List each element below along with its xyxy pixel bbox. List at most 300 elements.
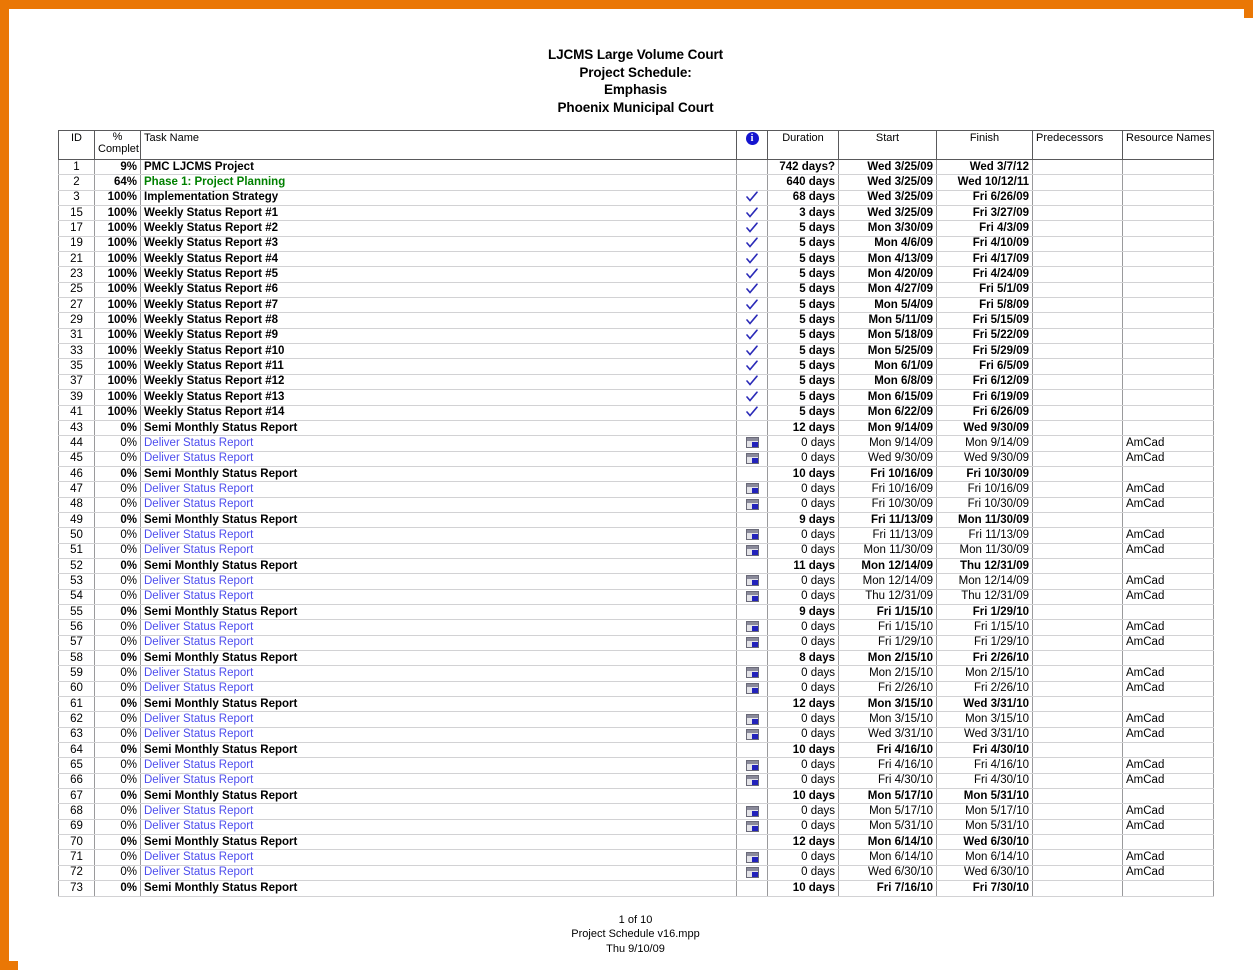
note-icon[interactable] bbox=[746, 545, 759, 556]
cell-task-name: Semi Monthly Status Report bbox=[141, 558, 737, 573]
cell-start-date: Fri 11/13/09 bbox=[839, 528, 937, 543]
column-header-duration[interactable]: Duration bbox=[768, 131, 839, 160]
cell-indicator-note bbox=[737, 482, 768, 497]
table-row[interactable] bbox=[59, 482, 1214, 497]
note-icon[interactable] bbox=[746, 499, 759, 510]
cell-indicator-complete bbox=[737, 328, 768, 343]
table-row[interactable] bbox=[59, 773, 1214, 788]
column-header-start[interactable]: Start bbox=[839, 131, 937, 160]
cell-start-date: Fri 11/13/09 bbox=[839, 512, 937, 527]
cell-percent-complete: 0% bbox=[95, 804, 141, 819]
note-icon[interactable] bbox=[746, 683, 759, 694]
cell-task-name: Deliver Status Report bbox=[141, 819, 737, 834]
cell-indicator-empty bbox=[737, 512, 768, 527]
cell-percent-complete: 100% bbox=[95, 313, 141, 328]
cell-duration: 0 days bbox=[768, 850, 839, 865]
cell-finish-date: Mon 5/17/10 bbox=[937, 804, 1033, 819]
cell-duration: 742 days? bbox=[768, 160, 839, 175]
cell-predecessors bbox=[1033, 344, 1123, 359]
cell-predecessors bbox=[1033, 420, 1123, 435]
report-title-block bbox=[18, 18, 1253, 116]
note-icon[interactable] bbox=[746, 667, 759, 678]
column-header-task-name[interactable]: Task Name bbox=[141, 131, 737, 160]
cell-indicator-note bbox=[737, 850, 768, 865]
cell-id: 27 bbox=[59, 298, 95, 313]
cell-duration: 5 days bbox=[768, 267, 839, 282]
cell-id: 31 bbox=[59, 328, 95, 343]
cell-duration: 640 days bbox=[768, 175, 839, 190]
cell-duration: 0 days bbox=[768, 681, 839, 696]
cell-id: 17 bbox=[59, 221, 95, 236]
cell-indicator-note bbox=[737, 804, 768, 819]
table-row[interactable] bbox=[59, 804, 1214, 819]
table-row[interactable] bbox=[59, 160, 1214, 175]
note-icon[interactable] bbox=[746, 453, 759, 464]
table-row[interactable] bbox=[59, 420, 1214, 435]
cell-duration: 10 days bbox=[768, 789, 839, 804]
table-row[interactable] bbox=[59, 697, 1214, 712]
cell-id: 72 bbox=[59, 865, 95, 880]
cell-indicator-note bbox=[737, 727, 768, 742]
cell-predecessors bbox=[1033, 727, 1123, 742]
cell-indicator-note bbox=[737, 436, 768, 451]
note-icon[interactable] bbox=[746, 714, 759, 725]
cell-finish-date: Fri 10/30/09 bbox=[937, 497, 1033, 512]
note-icon[interactable] bbox=[746, 867, 759, 878]
cell-finish-date: Mon 5/31/10 bbox=[937, 789, 1033, 804]
note-icon[interactable] bbox=[746, 437, 759, 448]
cell-indicator-complete bbox=[737, 282, 768, 297]
table-row[interactable] bbox=[59, 865, 1214, 880]
project-schedule-table bbox=[58, 130, 1214, 897]
note-icon[interactable] bbox=[746, 637, 759, 648]
cell-task-name: Deliver Status Report bbox=[141, 850, 737, 865]
cell-predecessors bbox=[1033, 497, 1123, 512]
cell-duration: 5 days bbox=[768, 405, 839, 420]
cell-predecessors bbox=[1033, 190, 1123, 205]
table-row[interactable] bbox=[59, 589, 1214, 604]
column-header-id[interactable]: ID bbox=[59, 131, 95, 160]
cell-duration: 8 days bbox=[768, 651, 839, 666]
table-row[interactable] bbox=[59, 236, 1214, 251]
footer-file-name: Project Schedule v16.mpp bbox=[571, 928, 700, 940]
cell-resource-names bbox=[1123, 175, 1214, 190]
cell-id: 58 bbox=[59, 651, 95, 666]
cell-id: 55 bbox=[59, 604, 95, 619]
cell-start-date: Mon 5/17/10 bbox=[839, 804, 937, 819]
cell-finish-date: Fri 4/16/10 bbox=[937, 758, 1033, 773]
cell-predecessors bbox=[1033, 390, 1123, 405]
cell-duration: 10 days bbox=[768, 466, 839, 481]
table-row[interactable] bbox=[59, 850, 1214, 865]
cell-indicator-note bbox=[737, 528, 768, 543]
cell-percent-complete: 100% bbox=[95, 190, 141, 205]
checkmark-icon bbox=[746, 345, 758, 357]
cell-resource-names bbox=[1123, 512, 1214, 527]
cell-predecessors bbox=[1033, 206, 1123, 221]
cell-predecessors bbox=[1033, 436, 1123, 451]
cell-indicator-note bbox=[737, 865, 768, 880]
cell-id: 68 bbox=[59, 804, 95, 819]
table-row[interactable] bbox=[59, 651, 1214, 666]
table-row[interactable] bbox=[59, 528, 1214, 543]
cell-indicator-note bbox=[737, 681, 768, 696]
cell-percent-complete: 0% bbox=[95, 789, 141, 804]
cell-percent-complete: 0% bbox=[95, 881, 141, 896]
cell-predecessors bbox=[1033, 712, 1123, 727]
cell-duration: 0 days bbox=[768, 589, 839, 604]
note-icon[interactable] bbox=[746, 806, 759, 817]
table-row[interactable] bbox=[59, 344, 1214, 359]
table-row[interactable] bbox=[59, 206, 1214, 221]
cell-finish-date: Fri 5/8/09 bbox=[937, 298, 1033, 313]
note-icon[interactable] bbox=[746, 483, 759, 494]
cell-finish-date: Fri 6/12/09 bbox=[937, 374, 1033, 389]
cell-percent-complete: 100% bbox=[95, 374, 141, 389]
cell-id: 54 bbox=[59, 589, 95, 604]
cell-duration: 0 days bbox=[768, 666, 839, 681]
cell-id: 3 bbox=[59, 190, 95, 205]
cell-percent-complete: 100% bbox=[95, 252, 141, 267]
cell-indicator-note bbox=[737, 589, 768, 604]
cell-predecessors bbox=[1033, 267, 1123, 282]
table-row[interactable] bbox=[59, 328, 1214, 343]
cell-start-date: Mon 9/14/09 bbox=[839, 436, 937, 451]
cell-task-name: Deliver Status Report bbox=[141, 482, 737, 497]
cell-start-date: Mon 5/4/09 bbox=[839, 298, 937, 313]
table-row[interactable] bbox=[59, 835, 1214, 850]
cell-id: 53 bbox=[59, 574, 95, 589]
cell-resource-names bbox=[1123, 835, 1214, 850]
table-row[interactable] bbox=[59, 604, 1214, 619]
table-row[interactable] bbox=[59, 543, 1214, 558]
cell-id: 64 bbox=[59, 743, 95, 758]
cell-start-date: Wed 3/31/10 bbox=[839, 727, 937, 742]
percent-header-line-2: Complet bbox=[98, 142, 139, 155]
cell-percent-complete: 0% bbox=[95, 635, 141, 650]
cell-indicator-complete bbox=[737, 374, 768, 389]
cell-finish-date: Fri 11/13/09 bbox=[937, 528, 1033, 543]
cell-indicator-empty bbox=[737, 466, 768, 481]
cell-id: 43 bbox=[59, 420, 95, 435]
cell-predecessors bbox=[1033, 328, 1123, 343]
cell-task-name: Phase 1: Project Planning bbox=[141, 175, 737, 190]
cell-duration: 0 days bbox=[768, 865, 839, 880]
cell-predecessors bbox=[1033, 635, 1123, 650]
cell-percent-complete: 100% bbox=[95, 206, 141, 221]
cell-resource-names bbox=[1123, 420, 1214, 435]
cell-resource-names: AmCad bbox=[1123, 620, 1214, 635]
cell-start-date: Mon 5/25/09 bbox=[839, 344, 937, 359]
cell-resource-names bbox=[1123, 221, 1214, 236]
page-content bbox=[18, 18, 1253, 970]
table-row[interactable] bbox=[59, 743, 1214, 758]
cell-indicator-note bbox=[737, 620, 768, 635]
cell-indicator-empty bbox=[737, 420, 768, 435]
cell-id: 57 bbox=[59, 635, 95, 650]
cell-indicator-empty bbox=[737, 835, 768, 850]
cell-start-date: Fri 7/16/10 bbox=[839, 881, 937, 896]
cell-resource-names bbox=[1123, 190, 1214, 205]
cell-start-date: Mon 11/30/09 bbox=[839, 543, 937, 558]
cell-percent-complete: 0% bbox=[95, 758, 141, 773]
cell-percent-complete: 0% bbox=[95, 865, 141, 880]
cell-finish-date: Wed 3/7/12 bbox=[937, 160, 1033, 175]
cell-finish-date: Mon 9/14/09 bbox=[937, 436, 1033, 451]
cell-predecessors bbox=[1033, 298, 1123, 313]
cell-resource-names bbox=[1123, 405, 1214, 420]
cell-task-name: Semi Monthly Status Report bbox=[141, 743, 737, 758]
cell-percent-complete: 0% bbox=[95, 466, 141, 481]
cell-duration: 0 days bbox=[768, 819, 839, 834]
info-icon: i bbox=[746, 132, 759, 145]
cell-task-name: Deliver Status Report bbox=[141, 620, 737, 635]
table-row[interactable] bbox=[59, 635, 1214, 650]
table-row[interactable] bbox=[59, 512, 1214, 527]
note-icon[interactable] bbox=[746, 575, 759, 586]
cell-finish-date: Fri 2/26/10 bbox=[937, 651, 1033, 666]
table-row[interactable] bbox=[59, 390, 1214, 405]
table-row[interactable] bbox=[59, 881, 1214, 896]
cell-resource-names bbox=[1123, 697, 1214, 712]
cell-indicator-complete bbox=[737, 313, 768, 328]
note-icon[interactable] bbox=[746, 621, 759, 632]
cell-duration: 0 days bbox=[768, 620, 839, 635]
note-icon[interactable] bbox=[746, 591, 759, 602]
column-header-finish[interactable]: Finish bbox=[937, 131, 1033, 160]
table-row[interactable] bbox=[59, 574, 1214, 589]
cell-id: 35 bbox=[59, 359, 95, 374]
cell-resource-names bbox=[1123, 313, 1214, 328]
column-header-predecessors[interactable]: Predecessors bbox=[1033, 131, 1123, 160]
cell-start-date: Fri 10/16/09 bbox=[839, 482, 937, 497]
cell-start-date: Mon 6/14/10 bbox=[839, 835, 937, 850]
cell-duration: 3 days bbox=[768, 206, 839, 221]
cell-percent-complete: 0% bbox=[95, 574, 141, 589]
cell-finish-date: Wed 3/31/10 bbox=[937, 697, 1033, 712]
table-row[interactable] bbox=[59, 712, 1214, 727]
table-row[interactable] bbox=[59, 374, 1214, 389]
cell-start-date: Mon 6/1/09 bbox=[839, 359, 937, 374]
table-row[interactable] bbox=[59, 190, 1214, 205]
cell-percent-complete: 0% bbox=[95, 681, 141, 696]
cell-predecessors bbox=[1033, 697, 1123, 712]
table-row[interactable] bbox=[59, 298, 1214, 313]
table-row[interactable] bbox=[59, 282, 1214, 297]
cell-duration: 68 days bbox=[768, 190, 839, 205]
cell-indicator-complete bbox=[737, 405, 768, 420]
cell-resource-names: AmCad bbox=[1123, 543, 1214, 558]
table-row[interactable] bbox=[59, 221, 1214, 236]
cell-predecessors bbox=[1033, 558, 1123, 573]
cell-task-name: Weekly Status Report #14 bbox=[141, 405, 737, 420]
footer-page-number: 1 of 10 bbox=[618, 913, 653, 926]
cell-duration: 0 days bbox=[768, 773, 839, 788]
cell-task-name: PMC LJCMS Project bbox=[141, 160, 737, 175]
cell-predecessors bbox=[1033, 236, 1123, 251]
cell-percent-complete: 100% bbox=[95, 282, 141, 297]
cell-task-name: Weekly Status Report #12 bbox=[141, 374, 737, 389]
cell-predecessors bbox=[1033, 666, 1123, 681]
cell-percent-complete: 100% bbox=[95, 221, 141, 236]
column-header-indicators[interactable] bbox=[737, 131, 768, 160]
cell-duration: 5 days bbox=[768, 374, 839, 389]
cell-start-date: Fri 1/29/10 bbox=[839, 635, 937, 650]
table-row[interactable] bbox=[59, 175, 1214, 190]
cell-id: 62 bbox=[59, 712, 95, 727]
table-row[interactable] bbox=[59, 819, 1214, 834]
cell-finish-date: Fri 10/16/09 bbox=[937, 482, 1033, 497]
cell-predecessors bbox=[1033, 804, 1123, 819]
cell-predecessors bbox=[1033, 604, 1123, 619]
table-row[interactable] bbox=[59, 359, 1214, 374]
cell-duration: 0 days bbox=[768, 712, 839, 727]
note-icon[interactable] bbox=[746, 729, 759, 740]
cell-finish-date: Mon 11/30/09 bbox=[937, 512, 1033, 527]
cell-start-date: Fri 10/30/09 bbox=[839, 497, 937, 512]
table-row[interactable] bbox=[59, 451, 1214, 466]
cell-indicator-complete bbox=[737, 390, 768, 405]
cell-predecessors bbox=[1033, 466, 1123, 481]
cell-resource-names: AmCad bbox=[1123, 589, 1214, 604]
cell-resource-names bbox=[1123, 881, 1214, 896]
cell-resource-names: AmCad bbox=[1123, 436, 1214, 451]
cell-id: 39 bbox=[59, 390, 95, 405]
cell-resource-names bbox=[1123, 558, 1214, 573]
cell-id: 15 bbox=[59, 206, 95, 221]
report-title-line-2: Project Schedule: bbox=[579, 64, 692, 80]
note-icon[interactable] bbox=[746, 529, 759, 540]
cell-predecessors bbox=[1033, 482, 1123, 497]
cell-indicator-note bbox=[737, 712, 768, 727]
table-row[interactable] bbox=[59, 620, 1214, 635]
cell-duration: 0 days bbox=[768, 804, 839, 819]
cell-indicator-empty bbox=[737, 697, 768, 712]
cell-task-name: Deliver Status Report bbox=[141, 758, 737, 773]
cell-start-date: Wed 3/25/09 bbox=[839, 160, 937, 175]
cell-percent-complete: 0% bbox=[95, 727, 141, 742]
cell-id: 19 bbox=[59, 236, 95, 251]
cell-resource-names bbox=[1123, 236, 1214, 251]
cell-indicator-empty bbox=[737, 651, 768, 666]
cell-duration: 0 days bbox=[768, 497, 839, 512]
column-header-percent-complete[interactable] bbox=[95, 131, 141, 160]
table-row[interactable] bbox=[59, 405, 1214, 420]
table-row[interactable] bbox=[59, 758, 1214, 773]
cell-finish-date: Fri 6/26/09 bbox=[937, 405, 1033, 420]
cell-resource-names bbox=[1123, 252, 1214, 267]
checkmark-icon bbox=[746, 329, 758, 341]
report-title-line-3: Emphasis bbox=[604, 82, 667, 97]
cell-duration: 9 days bbox=[768, 512, 839, 527]
cell-finish-date: Wed 3/31/10 bbox=[937, 727, 1033, 742]
cell-start-date: Mon 5/17/10 bbox=[839, 789, 937, 804]
note-icon[interactable] bbox=[746, 760, 759, 771]
cell-indicator-complete bbox=[737, 267, 768, 282]
cell-start-date: Mon 5/11/09 bbox=[839, 313, 937, 328]
cell-resource-names bbox=[1123, 359, 1214, 374]
table-row[interactable] bbox=[59, 267, 1214, 282]
cell-predecessors bbox=[1033, 313, 1123, 328]
cell-task-name: Deliver Status Report bbox=[141, 589, 737, 604]
cell-predecessors bbox=[1033, 743, 1123, 758]
cell-predecessors bbox=[1033, 405, 1123, 420]
cell-percent-complete: 0% bbox=[95, 482, 141, 497]
cell-finish-date: Fri 2/26/10 bbox=[937, 681, 1033, 696]
table-row[interactable] bbox=[59, 436, 1214, 451]
cell-id: 47 bbox=[59, 482, 95, 497]
cell-duration: 12 days bbox=[768, 835, 839, 850]
cell-predecessors bbox=[1033, 512, 1123, 527]
cell-resource-names bbox=[1123, 267, 1214, 282]
table-row[interactable] bbox=[59, 466, 1214, 481]
cell-predecessors bbox=[1033, 681, 1123, 696]
cell-finish-date: Fri 5/22/09 bbox=[937, 328, 1033, 343]
cell-start-date: Fri 1/15/10 bbox=[839, 604, 937, 619]
cell-task-name: Deliver Status Report bbox=[141, 666, 737, 681]
cell-percent-complete: 0% bbox=[95, 835, 141, 850]
cell-id: 63 bbox=[59, 727, 95, 742]
note-icon[interactable] bbox=[746, 775, 759, 786]
note-icon[interactable] bbox=[746, 821, 759, 832]
cell-percent-complete: 9% bbox=[95, 160, 141, 175]
cell-indicator-complete bbox=[737, 236, 768, 251]
table-row[interactable] bbox=[59, 681, 1214, 696]
cell-indicator-complete bbox=[737, 298, 768, 313]
table-row[interactable] bbox=[59, 727, 1214, 742]
table-row[interactable] bbox=[59, 666, 1214, 681]
cell-finish-date: Wed 10/12/11 bbox=[937, 175, 1033, 190]
table-row[interactable] bbox=[59, 558, 1214, 573]
cell-indicator-empty bbox=[737, 789, 768, 804]
column-header-resource-names[interactable]: Resource Names bbox=[1123, 131, 1214, 160]
table-row[interactable] bbox=[59, 789, 1214, 804]
cell-indicator-empty bbox=[737, 604, 768, 619]
table-row[interactable] bbox=[59, 497, 1214, 512]
cell-duration: 0 days bbox=[768, 758, 839, 773]
cell-resource-names: AmCad bbox=[1123, 528, 1214, 543]
table-row[interactable] bbox=[59, 252, 1214, 267]
checkmark-icon bbox=[746, 283, 758, 295]
cell-id: 61 bbox=[59, 697, 95, 712]
cell-indicator-note bbox=[737, 819, 768, 834]
cell-start-date: Mon 6/14/10 bbox=[839, 850, 937, 865]
table-row[interactable] bbox=[59, 313, 1214, 328]
cell-task-name: Semi Monthly Status Report bbox=[141, 835, 737, 850]
cell-percent-complete: 0% bbox=[95, 512, 141, 527]
table-header-row bbox=[59, 131, 1214, 160]
cell-percent-complete: 100% bbox=[95, 390, 141, 405]
cell-task-name: Deliver Status Report bbox=[141, 528, 737, 543]
cell-percent-complete: 0% bbox=[95, 528, 141, 543]
cell-id: 45 bbox=[59, 451, 95, 466]
cell-resource-names: AmCad bbox=[1123, 865, 1214, 880]
cell-percent-complete: 0% bbox=[95, 543, 141, 558]
cell-start-date: Wed 3/25/09 bbox=[839, 175, 937, 190]
cell-start-date: Fri 4/16/10 bbox=[839, 758, 937, 773]
cell-finish-date: Mon 3/15/10 bbox=[937, 712, 1033, 727]
cell-start-date: Mon 3/15/10 bbox=[839, 697, 937, 712]
cell-predecessors bbox=[1033, 175, 1123, 190]
cell-task-name: Semi Monthly Status Report bbox=[141, 881, 737, 896]
cell-id: 60 bbox=[59, 681, 95, 696]
cell-id: 67 bbox=[59, 789, 95, 804]
cell-predecessors bbox=[1033, 789, 1123, 804]
note-icon[interactable] bbox=[746, 852, 759, 863]
cell-predecessors bbox=[1033, 835, 1123, 850]
cell-task-name: Weekly Status Report #7 bbox=[141, 298, 737, 313]
cell-percent-complete: 0% bbox=[95, 558, 141, 573]
